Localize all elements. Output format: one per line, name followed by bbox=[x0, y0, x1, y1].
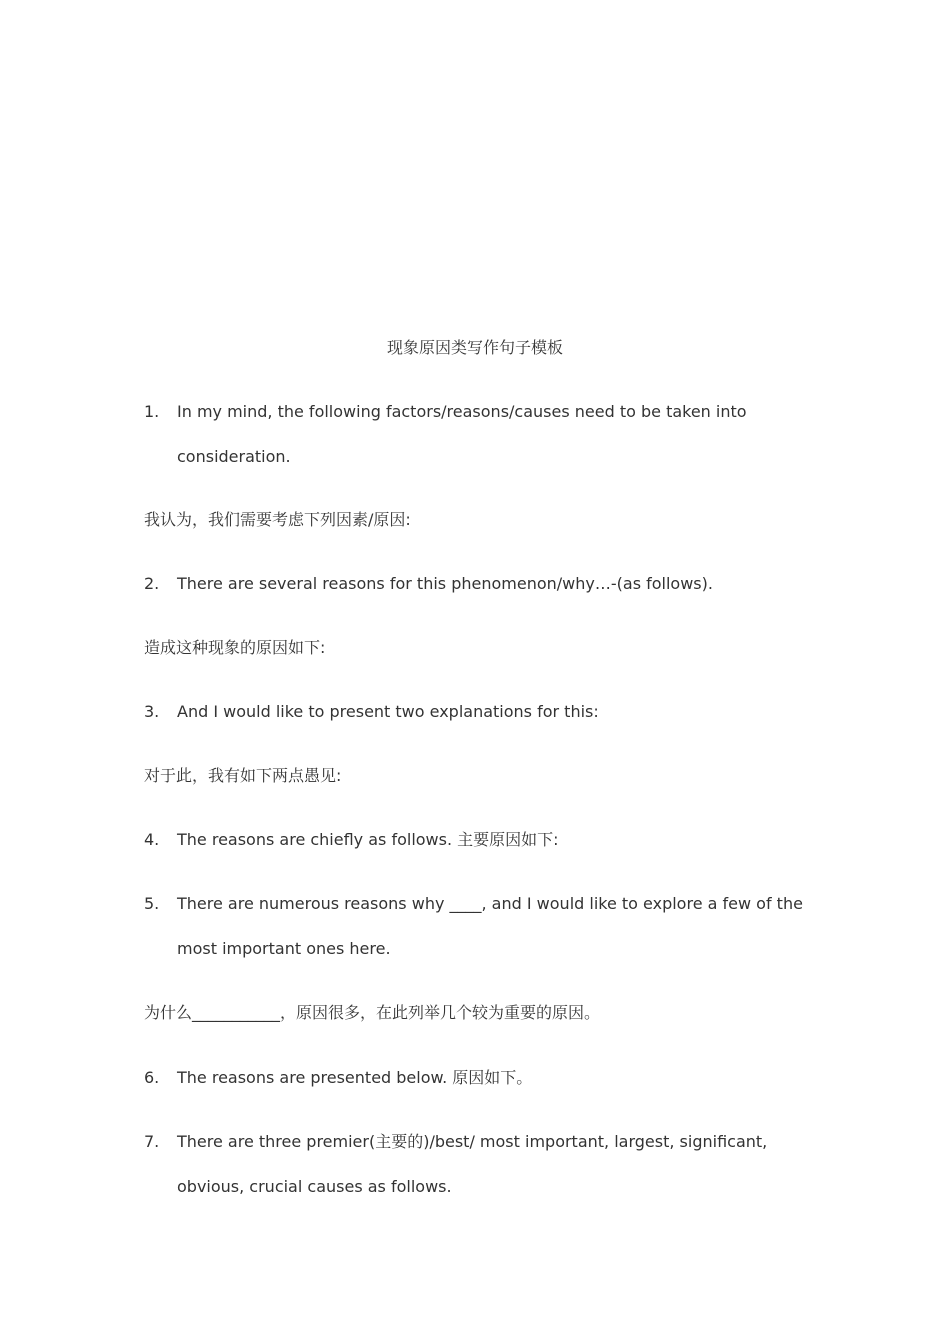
list-item-number: 3. bbox=[144, 702, 160, 721]
list-item-2 bbox=[144, 561, 814, 606]
list-item-number: 7. bbox=[144, 1132, 160, 1151]
list-item-text: In my mind, the following factors/reasons/causes need to be taken into consideration. bbox=[177, 402, 747, 466]
list-item-6 bbox=[144, 1055, 814, 1100]
list-item-number: 2. bbox=[144, 574, 160, 593]
translation-3: 对于此，我有如下两点愚见: bbox=[144, 766, 342, 785]
list-item-number: 6. bbox=[144, 1068, 160, 1087]
list-item-text: There are numerous reasons why ____, and I would like to explore a few of the most important ones here. bbox=[177, 894, 803, 958]
document-title: 现象原因类写作句子模板 bbox=[386, 338, 563, 357]
list-item-text: And I would like to present two explanations for this: bbox=[177, 702, 599, 721]
list-item-text: There are three premier(主要的)/best/ most important, largest, significant, obvious, crucial causes as follows. bbox=[177, 1132, 768, 1196]
list-item-3 bbox=[144, 689, 814, 734]
list-item-5 bbox=[144, 881, 814, 971]
list-item-text: The reasons are presented below. 原因如下。 bbox=[177, 1068, 533, 1087]
list-item-4 bbox=[144, 817, 814, 862]
list-item-text: The reasons are chiefly as follows. 主要原因如下: bbox=[177, 830, 559, 849]
list-item-1 bbox=[144, 389, 814, 479]
list-item-number: 5. bbox=[144, 894, 160, 913]
list-item-7 bbox=[144, 1119, 814, 1209]
list-item-number: 1. bbox=[144, 402, 160, 421]
translation-1: 我认为，我们需要考虑下列因素/原因: bbox=[144, 510, 411, 529]
list-item-number: 4. bbox=[144, 830, 160, 849]
translation-2: 造成这种现象的原因如下: bbox=[144, 638, 326, 657]
list-item-text: There are several reasons for this phenomenon/why…-(as follows). bbox=[177, 574, 713, 593]
translation-5: 为什么___________，原因很多，在此列举几个较为重要的原因。 bbox=[144, 1003, 601, 1022]
